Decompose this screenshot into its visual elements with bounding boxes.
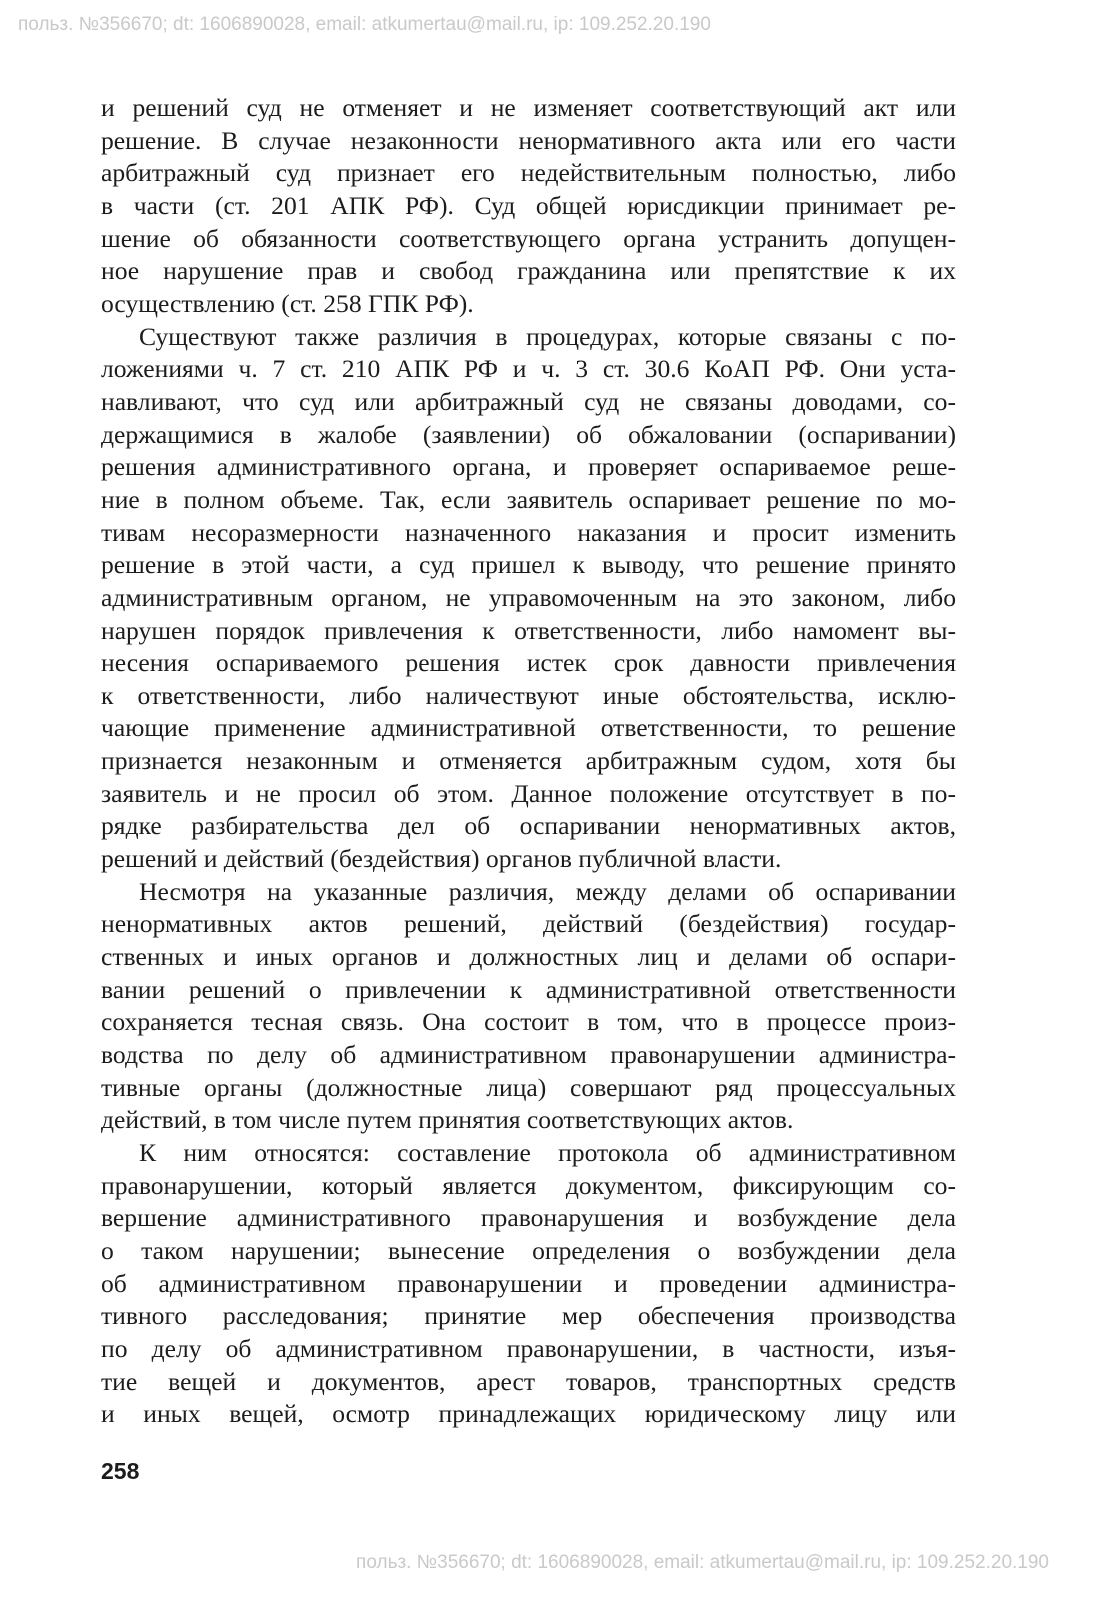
text-line: вании решений о привлечении к административной ответственности <box>101 974 956 1004</box>
text-line: тивам несоразмерности назначенного наказания и просит изменить <box>101 517 956 547</box>
text-line: заявитель и не просил об этом. Данное положение отсутствует в по- <box>101 778 956 808</box>
paragraph-3 <box>101 876 956 1137</box>
text-line: в части (ст. 201 АПК РФ). Суд общей юрисдикции принимает ре- <box>101 190 956 220</box>
text-line: нарушен порядок привлечения к ответственности, либо намомент вы- <box>101 615 956 645</box>
text-line: чающие применение административной ответственности, то решение <box>101 713 956 743</box>
text-line: ние в полном объеме. Так, если заявитель оспаривает решение по мо- <box>101 484 956 514</box>
text-line: решения административного органа, и проверяет оспариваемое реше- <box>101 452 956 482</box>
text-line: тивного расследования; принятие мер обеспечения производства <box>101 1301 956 1331</box>
text-line: рядке разбирательства дел об оспаривании ненормативных актов, <box>101 811 956 841</box>
text-line: вершение административного правонарушения и возбуждение дела <box>101 1203 956 1233</box>
watermark-top: польз. №356670; dt: 1606890028, email: atkumertau@mail.ru, ip: 109.252.20.190 <box>18 14 711 35</box>
text-line: административным органом, не управомоченным на это законом, либо <box>101 582 956 612</box>
text-line: ное нарушение прав и свобод гражданина или препятствие к их <box>101 256 956 286</box>
text-line: арбитражный суд признает его недействительным полностью, либо <box>101 158 956 188</box>
text-line: и иных вещей, осмотр принадлежащих юридическому лицу или <box>101 1399 956 1429</box>
text-line: ненормативных актов решений, действий (бездействия) государ- <box>101 909 956 939</box>
text-line: решение в этой части, а суд пришел к выводу, что решение принято <box>101 550 956 580</box>
paragraph-4 <box>101 1137 956 1431</box>
text-line: тивные органы (должностные лица) совершают ряд процессуальных <box>101 1072 956 1102</box>
text-line: о таком нарушении; вынесение определения о возбуждении дела <box>101 1235 956 1265</box>
text-line: тие вещей и документов, арест товаров, транспортных средств <box>101 1366 956 1396</box>
watermark-bottom: польз. №356670; dt: 1606890028, email: atkumertau@mail.ru, ip: 109.252.20.190 <box>356 1552 1049 1573</box>
text-line: по делу об административном правонарушении, в частности, изъя- <box>101 1333 956 1363</box>
text-line: Несмотря на указанные различия, между делами об оспаривании <box>139 876 956 906</box>
text-line: ложениями ч. 7 ст. 210 АПК РФ и ч. 3 ст. 30.6 КоАП РФ. Они уста- <box>101 354 956 384</box>
text-line: навливают, что суд или арбитражный суд не связаны доводами, со- <box>101 386 956 416</box>
text-line: ственных и иных органов и должностных лиц и делами об оспари- <box>101 942 956 972</box>
text-line: решение. В случае незаконности ненормативного акта или его части <box>101 125 956 155</box>
text-line: несения оспариваемого решения истек срок давности привлечения <box>101 648 956 678</box>
text-line: правонарушении, который является документом, фиксирующим со- <box>101 1170 956 1200</box>
text-line: об административном правонарушении и проведении администра- <box>101 1268 956 1298</box>
text-line: шение об обязанности соответствующего органа устранить допущен- <box>101 223 956 253</box>
text-line: и решений суд не отменяет и не изменяет соответствующий акт или <box>101 93 956 122</box>
text-line: держащимися в жалобе (заявлении) об обжаловании (оспаривании) <box>101 419 956 449</box>
text-line: осуществлению (ст. 258 ГПК РФ). <box>101 288 474 318</box>
text-line: решений и действий (бездействия) органов публичной власти. <box>101 844 782 874</box>
text-line: признается незаконным и отменяется арбитражным судом, хотя бы <box>101 746 956 776</box>
text-line: Существуют также различия в процедурах, которые связаны с по- <box>139 321 956 351</box>
page-number: 258 <box>101 1458 140 1484</box>
text-line: действий, в том числе путем принятия соответствующих актов. <box>101 1105 794 1135</box>
paragraph-1 <box>101 92 956 321</box>
text-line: сохраняется тесная связь. Она состоит в том, что в процессе произ- <box>101 1007 956 1037</box>
text-line: водства по делу об административном правонарушении администра- <box>101 1040 956 1070</box>
text-line: к ответственности, либо наличествуют иные обстоятельства, исклю- <box>101 680 956 710</box>
paragraph-2 <box>101 321 956 876</box>
text-line: К ним относятся: составление протокола об административном <box>139 1138 956 1167</box>
body-text <box>101 92 956 1431</box>
